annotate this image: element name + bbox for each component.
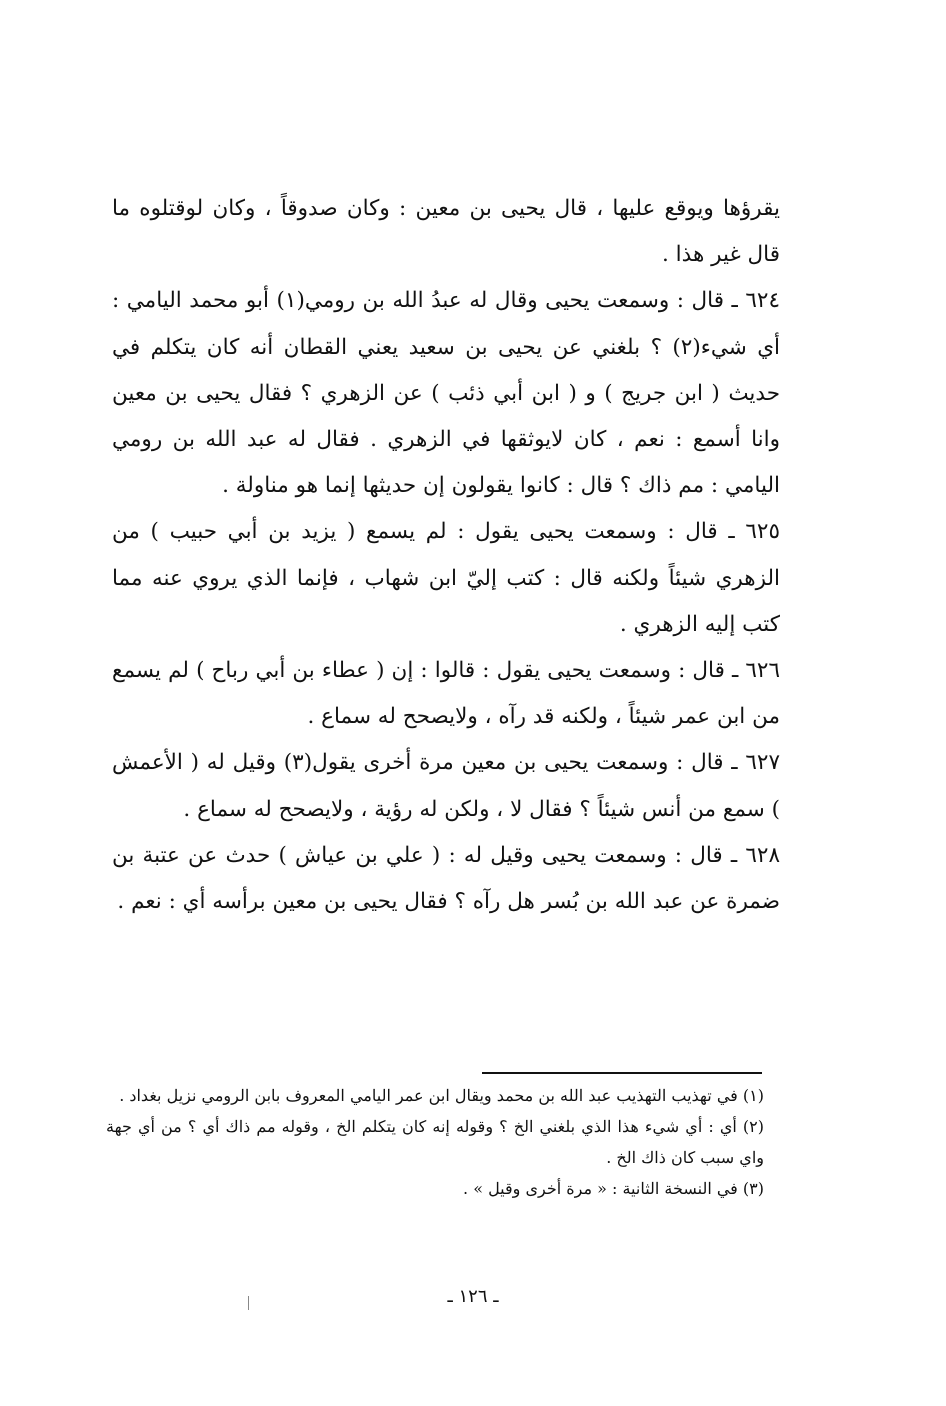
paragraph-continuation: يقرؤها ويوقع عليها ، قال يحيى بن معين : وكان صدوقاً ، وكان لوقتلوه ما قال غير هذا . bbox=[112, 196, 780, 268]
footnote-3: (٣) في النسخة الثانية : « مرة أخرى وقيل » . bbox=[463, 1179, 764, 1198]
footnote-divider bbox=[482, 1072, 762, 1074]
footnote-1: (١) في تهذيب التهذيب عبد الله بن محمد ويقال ابن عمر اليامي المعروف بابن الرومي نزيل بغداد . bbox=[119, 1086, 764, 1105]
paragraph-628: ٦٢٨ ـ قال : وسمعت يحيى وقيل له : ( علي بن عياش ) حدث عن عتبة بن ضمرة عن عبد الله بن بُسر هل رآه ؟ فقال يحيى بن معين برأسه أي : نعم . bbox=[112, 842, 780, 915]
footnotes bbox=[106, 1080, 764, 1204]
paragraph-624: ٦٢٤ ـ قال : وسمعت يحيى وقال له عبدُ الله بن رومي(١) أبو محمد اليامي : أي شيء(٢) ؟ بلغني عن يحيى بن سعيد يعني القطان أنه كان يتكلم في حديث ( ابن جريج ) و ( ابن أبي ذئب ) عن الزهري ؟ فقال يحيى بن معين وانا أسمع : نعم ، كان لايوثقها في الزهري . فقال له عبد الله بن رومي اليامي : مم ذاك ؟ قال : كانوا يقولون إن حديثها إنما هو مناولة . bbox=[112, 288, 780, 499]
paragraph-627: ٦٢٧ ـ قال : وسمعت يحيى بن معين مرة أخرى يقول(٣) وقيل له ( الأعمش ) سمع من أنس شيئاً ؟ فقال لا ، ولكن له رؤية ، ولايصحح له سماع . bbox=[112, 750, 780, 822]
paragraph-625: ٦٢٥ ـ قال : وسمعت يحيى يقول : لم يسمع ( يزيد بن أبي حبيب ) من الزهري شيئاً ولكنه قال : كتب إليّ ابن شهاب ، فإنما الذي يروي عنه مما كتب إليه الزهري . bbox=[112, 519, 780, 637]
page-number: ـ ١٢٦ ـ bbox=[447, 1286, 499, 1307]
footnote-2: (٢) أي : أي شيء هذا الذي بلغني الخ ؟ وقوله إنه كان يتكلم الخ ، وقوله مم ذاك أي ؟ من أي جهة واي سبب كان ذاك الخ . bbox=[106, 1117, 764, 1167]
scan-speck bbox=[248, 1296, 249, 1310]
paragraph-626: ٦٢٦ ـ قال : وسمعت يحيى يقول : قالوا : إن ( عطاء بن أبي رباح ) لم يسمع من ابن عمر شيئاً ، ولكنه قد رآه ، ولايصحح له سماع . bbox=[112, 658, 780, 730]
main-text bbox=[112, 186, 780, 925]
